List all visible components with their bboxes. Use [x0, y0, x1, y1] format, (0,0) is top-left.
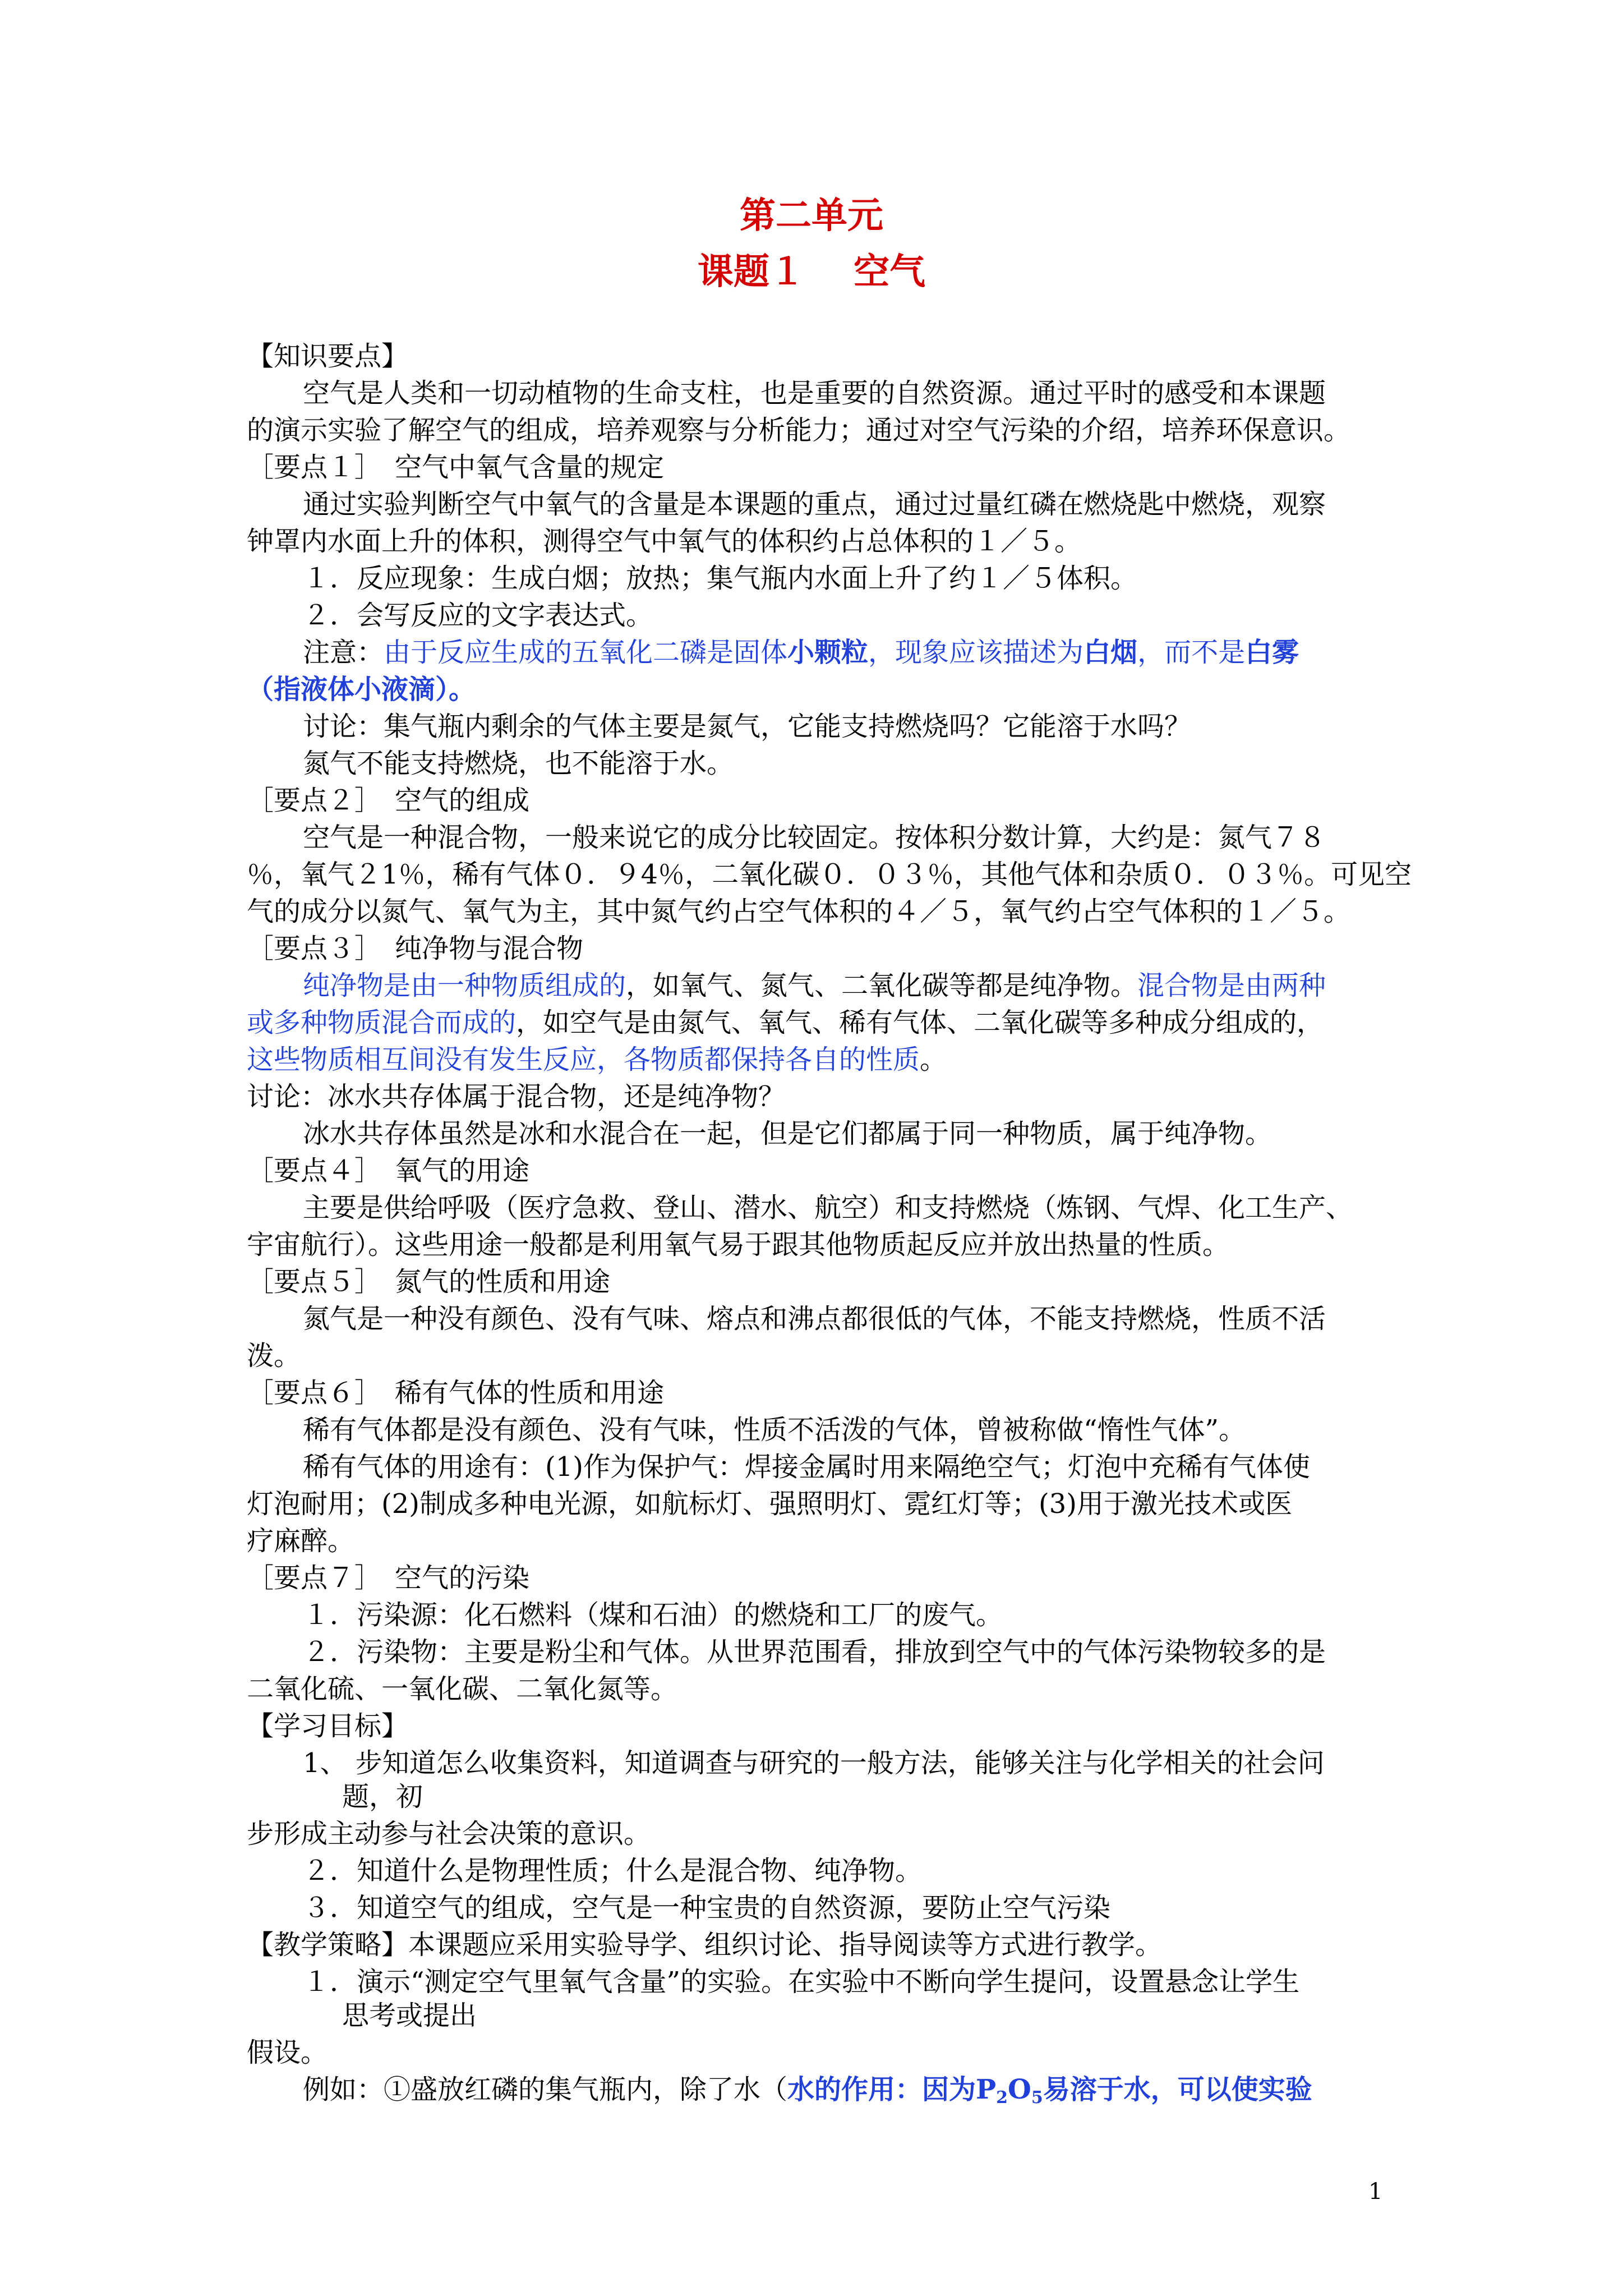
note-line: （指液体小液滴）。 [247, 674, 476, 705]
paragraph-line: 讨论：集气瓶内剩余的气体主要是氮气，它能支持燃烧吗？它能溶于水吗？ [303, 711, 1192, 742]
strategy-item: １．演示“测定空气里氧气含量”的实验。在实验中不断向学生提问，设置悬念让学生 [303, 1966, 1300, 1998]
paragraph-line: 空气是人类和一切动植物的生命支柱，也是重要的自然资源。通过平时的感受和本课题 [303, 378, 1326, 409]
goal-item-continuation: 题，初 [342, 1781, 423, 1812]
paragraph-line: ％，氧气２1％，稀有气体０．９4％，二氧化碳０．０３％，其他气体和杂质０．０３％。可见空 [247, 859, 1412, 890]
goal-item-continuation: 步形成主动参与社会决策的意识。 [247, 1818, 651, 1849]
note-emphasis: 小颗粒 [787, 637, 869, 668]
note-text: ，现象应该描述为 [868, 637, 1084, 668]
paragraph-line: １．污染源：化石燃料（煤和石油）的燃烧和工厂的废气。 [303, 1599, 1003, 1631]
note-text: 由于反应生成的五氧化二磷是固体 [384, 637, 788, 668]
lesson-title: 课题１ 空气 [697, 251, 926, 293]
paragraph-line: 冰水共存体虽然是冰和水混合在一起，但是它们都属于同一种物质，属于纯净物。 [303, 1118, 1272, 1149]
example-emphasis: O [1008, 2074, 1031, 2105]
subscript: 5 [1031, 2088, 1043, 2108]
point-heading: ［要点３］ 纯净物与混合物 [247, 933, 584, 964]
definition-text: 这些物质相互间没有发生反应，各物质都保持各自的性质 [247, 1044, 920, 1075]
point-heading: ［要点５］ 氮气的性质和用途 [247, 1266, 611, 1297]
section-knowledge-heading: 【知识要点】 [247, 341, 409, 372]
paragraph-line: 稀有气体都是没有颜色、没有气味，性质不活泼的气体，曾被称做“惰性气体”。 [303, 1414, 1246, 1446]
paragraph-text: 。 [920, 1044, 947, 1075]
paragraph-line [303, 967, 1326, 1004]
paragraph-line [247, 1004, 1324, 1041]
note-line [303, 634, 1299, 671]
paragraph-line: 气的成分以氮气、氧气为主，其中氮气约占空气体积的４／５，氧气约占空气体积的１／５。 [247, 896, 1351, 927]
paragraph-line [247, 1041, 947, 1078]
paragraph-line: 的演示实验了解空气的组成，培养观察与分析能力；通过对空气污染的介绍，培养环保意识。 [247, 415, 1351, 446]
paragraph-line: 氮气是一种没有颜色、没有气味、熔点和沸点都很低的气体，不能支持燃烧，性质不活 [303, 1303, 1326, 1335]
paragraph-line: 主要是供给呼吸（医疗急救、登山、潜水、航空）和支持燃烧（炼钢、气焊、化工生产、 [303, 1192, 1353, 1223]
definition-text: 混合物是由两种 [1137, 970, 1326, 1001]
point-heading: ［要点６］ 稀有气体的性质和用途 [247, 1377, 665, 1409]
point-heading: ［要点７］ 空气的污染 [247, 1562, 530, 1594]
paragraph-line: 灯泡耐用；(2)制成多种电光源，如航标灯、强照明灯、霓红灯等；(3)用于激光技术或医 [247, 1488, 1292, 1520]
paragraph-line: 讨论：冰水共存体属于混合物，还是纯净物？ [247, 1081, 786, 1112]
strategy-item-continuation: 假设。 [247, 2037, 328, 2068]
definition-text: 纯净物是由一种物质组成的 [303, 970, 626, 1001]
goal-item: 1、 步知道怎么收集资料，知道调查与研究的一般方法，能够关注与化学相关的社会问 [303, 1747, 1325, 1779]
section-strategy-heading: 【教学策略】本课题应采用实验导学、组织讨论、指导阅读等方式进行教学。 [247, 1929, 1163, 1961]
note-emphasis: 白雾 [1245, 637, 1299, 668]
paragraph-line: 通过实验判断空气中氧气的含量是本课题的重点，通过过量红磷在燃烧匙中燃烧，观察 [303, 489, 1326, 520]
paragraph-line: 泼。 [247, 1340, 301, 1372]
point-heading: ［要点１］ 空气中氧气含量的规定 [247, 452, 665, 483]
paragraph-line: ２．会写反应的文字表达式。 [303, 600, 653, 631]
example-line [303, 2071, 1312, 2116]
paragraph-line: 空气是一种混合物，一般来说它的成分比较固定。按体积分数计算，大约是：氮气７８ [303, 822, 1326, 853]
paragraph-line: １．反应现象：生成白烟；放热；集气瓶内水面上升了约１／５体积。 [303, 563, 1138, 594]
goal-item: ３．知道空气的组成，空气是一种宝贵的自然资源，要防止空气污染 [303, 1892, 1111, 1924]
paragraph-line: 氮气不能支持燃烧，也不能溶于水。 [303, 748, 734, 779]
page-title: 第二单元 [740, 195, 883, 237]
page-number: 1 [1368, 2179, 1383, 2205]
paragraph-line: 宇宙航行）。这些用途一般都是利用氧气易于跟其他物质起反应并放出热量的性质。 [247, 1229, 1230, 1260]
goal-item: ２．知道什么是物理性质；什么是混合物、纯净物。 [303, 1855, 923, 1887]
example-emphasis: 水的作用：因为P [787, 2074, 997, 2105]
subscript: 2 [996, 2088, 1008, 2108]
example-emphasis: 易溶于水，可以使实验 [1043, 2074, 1312, 2105]
strategy-item-continuation: 思考或提出 [342, 2000, 477, 2031]
paragraph-text: ，如空气是由氮气、氧气、稀有气体、二氧化碳等多种成分组成的， [516, 1007, 1324, 1038]
paragraph-line: 钟罩内水面上升的体积，测得空气中氧气的体积约占总体积的１／５。 [247, 526, 1082, 557]
note-label: 注意： [303, 637, 384, 668]
example-text: 例如：①盛放红磷的集气瓶内，除了水（ [303, 2074, 788, 2105]
point-heading: ［要点２］ 空气的组成 [247, 785, 530, 816]
paragraph-line: 稀有气体的用途有：(1)作为保护气：焊接金属时用来隔绝空气；灯泡中充稀有气体使 [303, 1451, 1310, 1483]
note-emphasis: 白烟 [1083, 637, 1138, 668]
paragraph-line: 疗麻醉。 [247, 1525, 355, 1557]
point-heading: ［要点４］ 氧气的用途 [247, 1155, 530, 1186]
note-text: ，而不是 [1137, 637, 1246, 668]
definition-text: 或多种物质混合而成的 [247, 1007, 517, 1038]
paragraph-text: ，如氧气、氮气、二氧化碳等都是纯净物。 [626, 970, 1138, 1001]
paragraph-line: ２．污染物：主要是粉尘和气体。从世界范围看，排放到空气中的气体污染物较多的是 [303, 1636, 1326, 1668]
paragraph-line: 二氧化硫、一氧化碳、二氧化氮等。 [247, 1673, 678, 1705]
section-goals-heading: 【学习目标】 [247, 1710, 409, 1742]
